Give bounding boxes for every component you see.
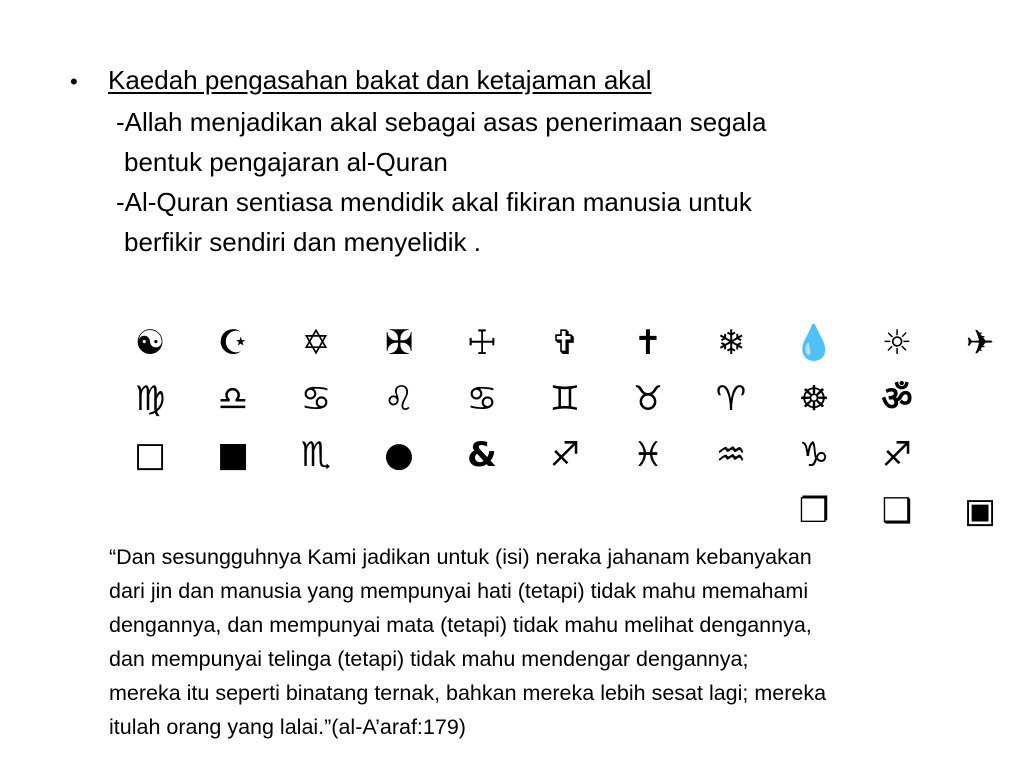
quote-block [109,540,989,744]
cross-of-jerusalem-icon: ☩ [466,323,498,363]
quote-line: “Dan sesungguhnya Kami jadikan untuk (isi) neraka jahanam kebanyakan [109,545,812,569]
star-of-david-icon: ✡ [301,323,331,363]
symbol-grid [125,318,995,542]
airplane-icon: ✈ [965,323,995,363]
scorpio-icon: ♏ [300,435,332,475]
filled-square-icon: ■ [216,435,250,475]
latin-cross-icon: ✝ [633,323,663,363]
gemini-icon: ♊ [549,379,581,419]
bullet-block [70,60,970,262]
droplet-icon: 💧 [792,323,836,363]
bullet-marker: • [70,69,78,94]
quote-citation-line: itulah orang yang lalai.”(al-A’araf:179) [109,715,466,739]
hollow-square-icon: □ [133,435,167,475]
libra-icon: ♎ [217,379,249,419]
bullet-heading: Kaedah pengasahan bakat dan ketajaman akal [108,65,652,95]
bullet-sub-continuation: bentuk pengajaran al-Quran [124,147,448,177]
quote-line: dengannya, dan mempunyai mata (tetapi) tidak mahu melihat dengannya, [109,613,812,637]
bullet-sub-line: -Allah menjadikan akal sebagai asas penerimaan segala [116,107,767,137]
maltese-cross-icon: ✠ [384,323,414,363]
shadowed-latin-cross-icon: ✞ [550,323,580,363]
quote-line: mereka itu seperti binatang ternak, bahkan mereka lebih sesat lagi; mereka [109,681,827,705]
symbol-row [125,486,995,542]
sun-icon: ☼ [881,323,913,363]
cancer-sign-icon: ♋ [466,379,498,419]
symbol-row [125,430,995,486]
bullet-sub-line: -Al-Quran sentiasa mendidik akal fikiran manusia untuk [116,187,752,217]
shadowed-square-alt-icon: ❑ [881,491,913,531]
ampersand-icon: & [467,435,497,475]
symbol-row [125,318,995,374]
bullet-sub-continuation: berfikir sendiri dan menyelidik . [124,227,481,257]
symbol-row [125,374,995,430]
taurus-icon: ♉ [632,379,664,419]
framed-square-icon: ▣ [963,491,997,531]
capricorn-icon: ♑ [798,435,830,475]
sagittarius-icon: ♐ [549,435,581,475]
quote-line: dari jin dan manusia yang mempunyai hati (tetapi) tidak mahu memahami [109,579,809,603]
bullet-heading-line [70,60,970,102]
sagittarius-arrow-icon: ♐ [881,435,913,475]
filled-circle-icon: ● [384,435,414,475]
crescent-star-icon: ☪ [217,323,249,363]
aquarius-icon: ♒ [715,435,747,475]
dharma-wheel-icon: ☸ [798,379,830,419]
quote-line: dan mempunyai telinga (tetapi) tidak mahu mendengar dengannya; [109,647,749,671]
aries-icon: ♈ [715,379,747,419]
pisces-icon: ♓ [632,435,664,475]
yin-yang-icon: ☯ [134,323,166,363]
leo-icon: ♌ [383,379,415,419]
virgo-icon: ♍ [134,379,166,419]
snowflake-icon: ❄ [716,323,746,363]
om-icon: ॐ [881,379,913,419]
cancer-icon: ♋ [300,379,332,419]
shadowed-square-icon: ❐ [798,491,830,531]
